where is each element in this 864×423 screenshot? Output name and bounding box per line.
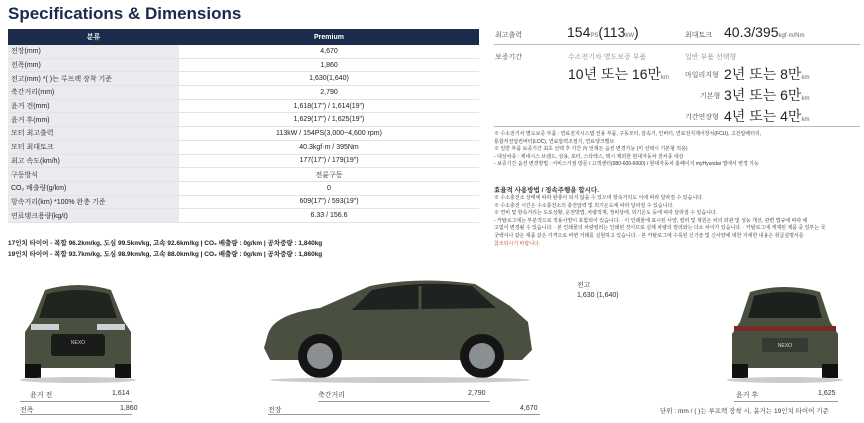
spec-row bbox=[8, 181, 479, 195]
dim-line bbox=[734, 401, 838, 402]
spec-value: 4,670 bbox=[179, 45, 479, 58]
wheelbase-value: 2,790 bbox=[468, 390, 486, 397]
max-output-unit1: PS bbox=[590, 33, 599, 39]
spec-row bbox=[8, 127, 479, 141]
spec-label: 축간거리(mm) bbox=[8, 86, 179, 100]
fine-note: ※ 일반 부품 보증기간 최초 선택 후 기간 內 언제든 옵션 변경가능 (미 선택시 기본형 적용) bbox=[494, 146, 688, 153]
spec-value: 113kW / 154PS(3,000~4,600 rpm) bbox=[179, 127, 479, 141]
warranty-opt-2-label: 기본형 bbox=[700, 93, 721, 100]
dim-line bbox=[20, 414, 132, 415]
usage-note: 굿백서나 같은 제품 같은 가격으로 바뀐 거래를 실현하고 있습니다. · 본 카탈로그에 수록된 신기술 및 신사양에 대한 자세한 내용은 취급설명서를 bbox=[494, 232, 804, 239]
wheelbase-label: 축간거리 bbox=[318, 392, 346, 399]
max-output-label: 최고출력 bbox=[495, 32, 523, 39]
usage-notes bbox=[494, 186, 858, 248]
warranty-fc-title: 수소전기차 별도보증 부품 bbox=[568, 54, 647, 61]
spec-label: 전폭(mm) bbox=[8, 58, 179, 72]
warranty-notes bbox=[494, 131, 858, 169]
spec-label: 구동방식 bbox=[8, 168, 179, 182]
spec-label: 항속거리(km) *100% 완충 기준 bbox=[8, 195, 179, 209]
warranty-opt-1-label: 마일리지형 bbox=[685, 72, 719, 79]
fine-note: - 대상차종 : 제네시스 브랜드, 상용, 포터, 스타렉스, 택시 제외한 현대자동차 전차종 대상 bbox=[494, 153, 684, 160]
spec-value: 177(17") / 179(19") bbox=[179, 154, 479, 168]
spec-value: 1,860 bbox=[179, 58, 479, 72]
page-title: Specifications & Dimensions bbox=[8, 4, 242, 23]
spec-table bbox=[8, 29, 479, 223]
warranty-general-title: 일반 부품 선택형 bbox=[685, 54, 737, 61]
spec-label: CO₂ 배출량(g/km) bbox=[8, 181, 179, 195]
length-label: 전장 bbox=[268, 407, 282, 414]
header-category: 분류 bbox=[8, 29, 179, 45]
spec-label: 모터 최고출력 bbox=[8, 127, 179, 141]
spec-label: 윤거 전(mm) bbox=[8, 99, 179, 113]
max-output-unit2: kW bbox=[625, 33, 635, 39]
divider bbox=[494, 126, 860, 127]
warranty-opt-3-unit: km bbox=[801, 117, 810, 123]
fine-note: - 보증기간 옵션 변경방법 : 서비스거점 방문 / 고객센터(080-600-6000) / 현대자동차 홈페이지 myHyundai 앱에서 변경 가능 bbox=[494, 161, 759, 168]
warranty-opt-3-label: 기간연장형 bbox=[685, 114, 719, 121]
usage-note: - 카탈로그에는 부분적으로 적용사양이 포함되어 있습니다. · 이 인쇄물에 표시된 사양, 컬러 및 제원은 차의 외관 및 성능 개선, 관련 법규에 따라 예 bbox=[494, 217, 808, 224]
spec-row bbox=[8, 58, 479, 72]
spec-value: 1,618(17") / 1,614(19") bbox=[179, 99, 479, 113]
spec-table-header bbox=[8, 29, 479, 45]
spec-row bbox=[8, 195, 479, 209]
max-output-value2: (113 bbox=[598, 24, 626, 40]
spec-value: 2,790 bbox=[179, 86, 479, 100]
max-torque-unit: kgf·m/Nm bbox=[778, 33, 805, 39]
car-rear-image bbox=[722, 272, 848, 384]
tire-note-17: 17인치 타이어 - 복합 96.2km/kg, 도심 99.5km/kg, 고속 92.6km/kg | CO₂ 배출량 : 0g/km | 공차중량 : 1,840kg bbox=[8, 240, 323, 247]
spec-row bbox=[8, 140, 479, 154]
warranty-label: 보증기간 bbox=[495, 54, 523, 61]
spec-row bbox=[8, 45, 479, 58]
dim-line bbox=[20, 401, 132, 402]
rear-track-label: 윤거 후 bbox=[736, 392, 759, 399]
warranty-fc-unit: km bbox=[661, 75, 670, 81]
spec-value: 전륜구동 bbox=[179, 168, 479, 182]
spec-value: 40.3kgf·m / 395Nm bbox=[179, 140, 479, 154]
spec-value: 609(17") / 593(19") bbox=[179, 195, 479, 209]
spec-label: 최고 속도(km/h) bbox=[8, 154, 179, 168]
warranty-opt-2 bbox=[724, 85, 809, 105]
divider bbox=[494, 44, 860, 45]
usage-note: ※ 수소충전 시간은 수소충전소의 충전압력 및 외기온도에 따라 달라질 수 있습니다. bbox=[494, 202, 674, 209]
front-track-value: 1,614 bbox=[112, 390, 130, 397]
spec-label: 연료탱크용량(kg/ℓ) bbox=[8, 209, 179, 223]
max-output-close: ) bbox=[634, 24, 639, 40]
badge-rear: NEXO bbox=[777, 343, 793, 349]
max-torque bbox=[724, 24, 805, 40]
dim-line bbox=[268, 414, 540, 415]
front-track-label: 윤거 전 bbox=[30, 392, 53, 399]
warranty-opt-3 bbox=[724, 106, 809, 126]
spec-row bbox=[8, 86, 479, 100]
badge-front: NEXO bbox=[70, 340, 86, 346]
spec-row bbox=[8, 72, 479, 86]
warranty-opt-1-value: 2년 또는 8만 bbox=[724, 66, 802, 82]
warranty-opt-1-unit: km bbox=[801, 75, 810, 81]
spec-label: 전장(mm) bbox=[8, 45, 179, 58]
dim-line bbox=[318, 401, 490, 402]
spec-value: 6.33 / 156.6 bbox=[179, 209, 479, 223]
width-label: 전폭 bbox=[20, 407, 34, 414]
warranty-opt-1 bbox=[724, 64, 809, 84]
tire-note-19: 19인치 타이어 - 복합 93.7km/kg, 도심 98.9km/kg, 고속 88.0km/kg | CO₂ 배출량 : 0g/km | 공차중량 : 1,860kg bbox=[8, 251, 323, 258]
spec-row bbox=[8, 113, 479, 127]
spec-value: 1,630(1,640) bbox=[179, 72, 479, 86]
car-front-image bbox=[15, 272, 141, 384]
rear-track-value: 1,625 bbox=[818, 390, 836, 397]
spec-value: 0 bbox=[179, 181, 479, 195]
tire-notes bbox=[8, 238, 322, 260]
length-value: 4,670 bbox=[520, 405, 538, 412]
usage-note: ※ 연비 및 항속거리는 도로상황, 운전방법, 차량적재, 정비상태, 외기온도 등에 따라 달라질 수 있습니다. bbox=[494, 210, 718, 217]
warranty-fc-value: 10년 또는 16만 bbox=[568, 66, 662, 82]
fine-note: 통합저전압컨버터(LDC), 연료압력조절기, 연료탱크밸브 bbox=[494, 138, 615, 145]
warranty-opt-2-unit: km bbox=[801, 96, 810, 102]
max-torque-label: 최대토크 bbox=[685, 32, 713, 39]
warranty-opt-2-value: 3년 또는 6만 bbox=[724, 87, 802, 103]
spec-label: 모터 최대토크 bbox=[8, 140, 179, 154]
usage-note: 참조하시기 바랍니다. bbox=[494, 240, 541, 247]
spec-row bbox=[8, 209, 479, 223]
spec-row bbox=[8, 154, 479, 168]
spec-row bbox=[8, 168, 479, 182]
spec-value: 1,629(17") / 1,625(19") bbox=[179, 113, 479, 127]
spec-label: 전고(mm) *( )는 루프랙 장착 기준 bbox=[8, 72, 179, 86]
spec-row bbox=[8, 99, 479, 113]
car-side-image bbox=[260, 274, 540, 386]
unit-note: 단위 : mm / ( )는 루프랙 장착 시, 윤거는 19인치 타이어 기준 bbox=[660, 408, 829, 415]
fine-note: ※ 수소전기차 별도보증 부품 : 연료전지시스템 전용 부품, 구동모터, 감속기, 인버터, 연료전지제어장치(FCU), 고전압배터리, bbox=[494, 131, 762, 137]
usage-title: 효율적 사용방법 / 정속주행을 합시다. bbox=[494, 187, 600, 194]
warranty-opt-3-value: 4년 또는 4만 bbox=[724, 108, 802, 124]
header-trim: Premium bbox=[179, 29, 479, 45]
usage-note: 고없이 변경될 수 있습니다. · 본 인쇄물의 차량컬러는 인쇄된 것이므로 실제 차량의 컬러와는 다소 차이가 있습니다. · 카탈로그에 게재된 제품 중 일부는 국 bbox=[494, 225, 826, 232]
max-output-value: 154 bbox=[567, 24, 591, 40]
usage-note: ※ 수소충전소 상태에 따라 완충이 되지 않을 수 있으며 항속거리도 이에 따라 달라질 수 있습니다. bbox=[494, 195, 704, 201]
height-label: 전고 bbox=[577, 282, 591, 289]
height-value: 1,630 (1,640) bbox=[577, 292, 619, 299]
max-output bbox=[567, 24, 639, 40]
warranty-fc bbox=[568, 64, 669, 84]
max-torque-value: 40.3/395 bbox=[724, 24, 779, 40]
width-value: 1,860 bbox=[120, 405, 138, 412]
spec-label: 윤거 후(mm) bbox=[8, 113, 179, 127]
